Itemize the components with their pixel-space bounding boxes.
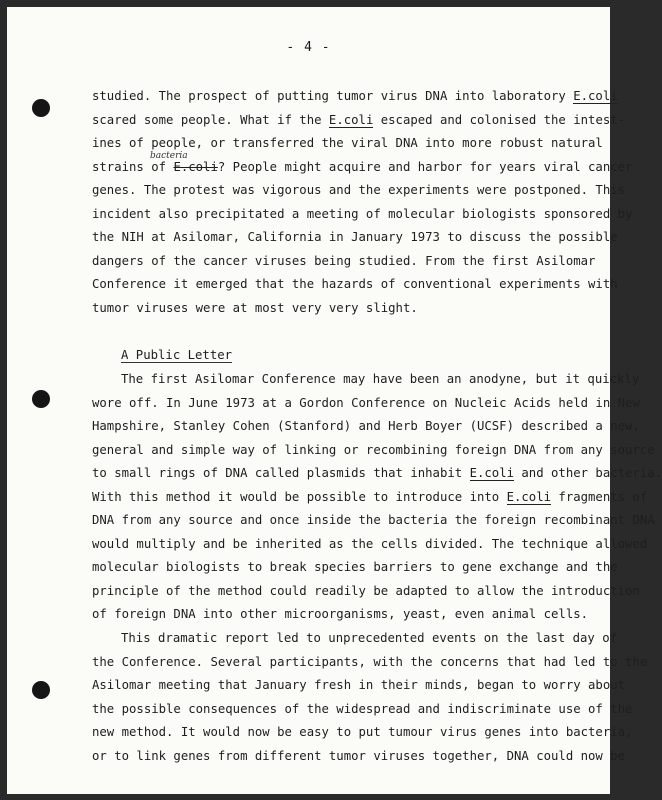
text-line: Hampshire, Stanley Cohen (Stanford) and Herb Boyer (UCSF) described a new, [92, 419, 640, 434]
text-line: the possible consequences of the widespread and indiscriminate use of the [92, 701, 633, 716]
document-body [92, 85, 662, 768]
text-line: This dramatic report led to unprecedented events on the last day of [121, 631, 618, 646]
text-line: molecular biologists to break species barriers to gene exchange and the [92, 560, 618, 575]
text-line: would multiply and be inherited as the cells divided. The technique allowed [92, 536, 648, 551]
text-line: dangers of the cancer viruses being studied. From the first Asilomar [92, 253, 596, 268]
text-line: studied. The prospect of putting tumor virus DNA into laboratory E.coli [92, 89, 618, 103]
text-line: With this method it would be possible to introduce into E.coli fragments of [92, 489, 648, 504]
text-line: Asilomar meeting that January fresh in their minds, began to worry about [92, 678, 626, 693]
punch-hole-bottom [32, 681, 50, 699]
text-line: general and simple way of linking or recombining foreign DNA from any source [92, 442, 655, 457]
text-line: or to link genes from different tumor viruses together, DNA could now be [92, 748, 626, 763]
text-line: DNA from any source and once inside the bacteria the foreign recombinant DNA [92, 513, 655, 528]
struck-word: E.coli [173, 159, 218, 174]
text-line: ines of people, or transferred the viral DNA into more robust natural [92, 136, 603, 151]
text-line: principle of the method could readily be adapted to allow the introduction [92, 583, 640, 598]
text-line: incident also precipitated a meeting of molecular biologists sponsored by [92, 206, 633, 221]
text-line: Conference it emerged that the hazards of conventional experiments with [92, 277, 618, 292]
text-line: the Conference. Several participants, with the concerns that had led to the [92, 654, 648, 669]
text-line: genes. The protest was vigorous and the experiments were postponed. This [92, 183, 626, 198]
handwritten-annotation: bacteria [150, 150, 188, 161]
document-page [7, 7, 662, 794]
text-line: new method. It would now be easy to put tumour virus genes into bacteria, [92, 725, 633, 740]
text-line: to small rings of DNA called plasmids that inhabit E.coli and other bacteria. [92, 466, 662, 481]
text-line: the NIH at Asilomar, California in January 1973 to discuss the possible [92, 230, 618, 245]
text-line: tumor viruses were at most very very slight. [92, 300, 418, 315]
punch-hole-middle [32, 390, 50, 408]
text-line: bacteria strains of E.coli? People might acquire and harbor for years viral cancer [92, 156, 612, 180]
text-line: scared some people. What if the E.coli escaped and colonised the intest- [92, 112, 626, 127]
text-line: The first Asilomar Conference may have been an anodyne, but it quickly [121, 372, 640, 387]
section-heading: A Public Letter [121, 348, 233, 363]
page-number: - 4 - [286, 40, 331, 55]
text-line: wore off. In June 1973 at a Gordon Conference on Nucleic Acids held in New [92, 395, 640, 410]
punch-hole-top [32, 99, 50, 117]
text-line: of foreign DNA into other microorganisms, yeast, even animal cells. [92, 607, 589, 622]
